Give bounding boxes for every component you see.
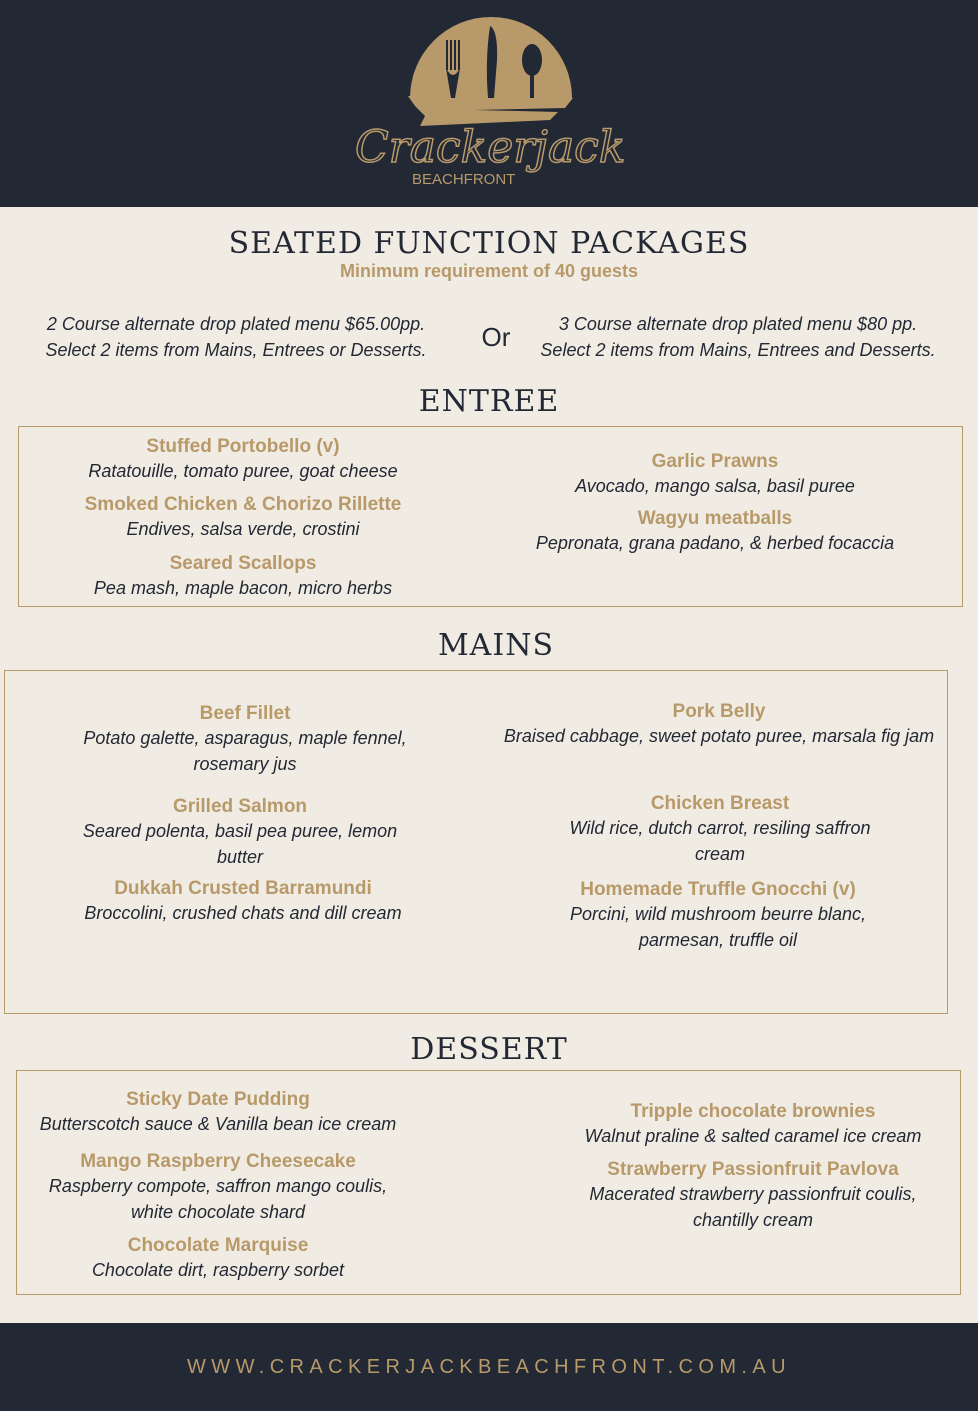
menu-item: [70, 796, 410, 870]
or-separator: Or: [481, 322, 511, 352]
header-banner: [0, 0, 978, 207]
page-title: SEATED FUNCTION PACKAGES: [228, 226, 750, 261]
menu-item: [585, 1101, 922, 1149]
menu-item: [88, 436, 397, 484]
menu-item: [563, 1159, 943, 1233]
item-desc: Ratatouille, tomato puree, goat cheese: [88, 461, 398, 481]
section-heading-entree: ENTREE: [418, 384, 560, 419]
menu-item: [553, 879, 883, 953]
menu-item: [536, 508, 894, 556]
option-line: 2 Course alternate drop plated menu $65.00pp.: [46, 314, 426, 334]
menu-item: [65, 703, 425, 777]
item-name: Homemade Truffle Gnocchi (v): [580, 879, 856, 900]
item-desc: Seared polenta, basil pea puree, lemon butter: [82, 821, 398, 867]
item-name: Strawberry Passionfruit Pavlova: [607, 1159, 899, 1180]
section-heading-mains: MAINS: [437, 628, 555, 663]
menu-item: [40, 1089, 397, 1137]
menu-item: [85, 494, 402, 542]
option-2-course: [45, 311, 426, 363]
item-name: Garlic Prawns: [651, 451, 779, 472]
menu-item: [94, 553, 392, 601]
item-name: Mango Raspberry Cheesecake: [80, 1151, 356, 1172]
item-name: Wagyu meatballs: [637, 508, 793, 529]
item-desc: Butterscotch sauce & Vanilla bean ice cream: [39, 1114, 397, 1134]
option-line: Select 2 items from Mains, Entrees and Desserts.: [540, 340, 936, 360]
item-name: Sticky Date Pudding: [126, 1089, 310, 1110]
item-name: Grilled Salmon: [172, 796, 308, 817]
item-desc: Chocolate dirt, raspberry sorbet: [91, 1260, 345, 1280]
item-desc: Raspberry compote, saffron mango coulis, white chocolate shard: [48, 1176, 388, 1222]
footer: [0, 1323, 978, 1411]
option-3-course: [540, 311, 935, 363]
menu-item: [92, 1235, 344, 1283]
item-desc: Wild rice, dutch carrot, resiling saffron cream: [569, 818, 871, 864]
item-name: Pork Belly: [672, 701, 766, 722]
item-desc: Endives, salsa verde, crostini: [126, 519, 360, 539]
menu-item: [550, 793, 890, 867]
logo-wordmark: Crackerjack: [355, 122, 626, 173]
item-name: Smoked Chicken & Chorizo Rillette: [84, 494, 402, 515]
item-desc: Walnut praline & salted caramel ice cream: [584, 1126, 922, 1146]
item-desc: Porcini, wild mushroom beurre blanc, parmesan, truffle oil: [569, 904, 867, 950]
menu-item: [33, 1151, 403, 1225]
menu-item: [575, 451, 855, 499]
item-desc: Avocado, mango salsa, basil puree: [575, 476, 855, 496]
item-desc: Macerated strawberry passionfruit coulis, chantilly cream: [589, 1184, 917, 1230]
section-heading-dessert: DESSERT: [410, 1032, 568, 1067]
item-desc: Broccolini, crushed chats and dill cream: [84, 903, 402, 923]
item-name: Chocolate Marquise: [127, 1235, 309, 1256]
option-line: 3 Course alternate drop plated menu $80 pp.: [558, 314, 918, 334]
item-name: Seared Scallops: [169, 553, 317, 574]
logo-subtitle: BEACHFRONT: [412, 171, 516, 188]
item-name: Chicken Breast: [650, 793, 790, 814]
item-desc: Pepronata, grana padano, & herbed focaccia: [535, 533, 895, 553]
item-desc: Braised cabbage, sweet potato puree, marsala fig jam: [503, 726, 935, 746]
item-name: Beef Fillet: [199, 703, 291, 724]
item-name: Tripple chocolate brownies: [630, 1101, 876, 1122]
item-name: Dukkah Crusted Barramundi: [114, 878, 372, 899]
website-link[interactable]: WWW.CRACKERJACKBEACHFRONT.COM.AU: [187, 1356, 791, 1378]
menu-item: [84, 878, 401, 926]
item-desc: Potato galette, asparagus, maple fennel, rosemary jus: [83, 728, 407, 774]
logo: [340, 0, 640, 200]
option-line: Select 2 items from Mains, Entrees or Desserts.: [45, 340, 427, 360]
item-name: Stuffed Portobello (v): [146, 436, 340, 457]
item-desc: Pea mash, maple bacon, micro herbs: [93, 578, 393, 598]
page-subtitle: Minimum requirement of 40 guests: [339, 261, 639, 281]
menu-item: [504, 701, 934, 749]
